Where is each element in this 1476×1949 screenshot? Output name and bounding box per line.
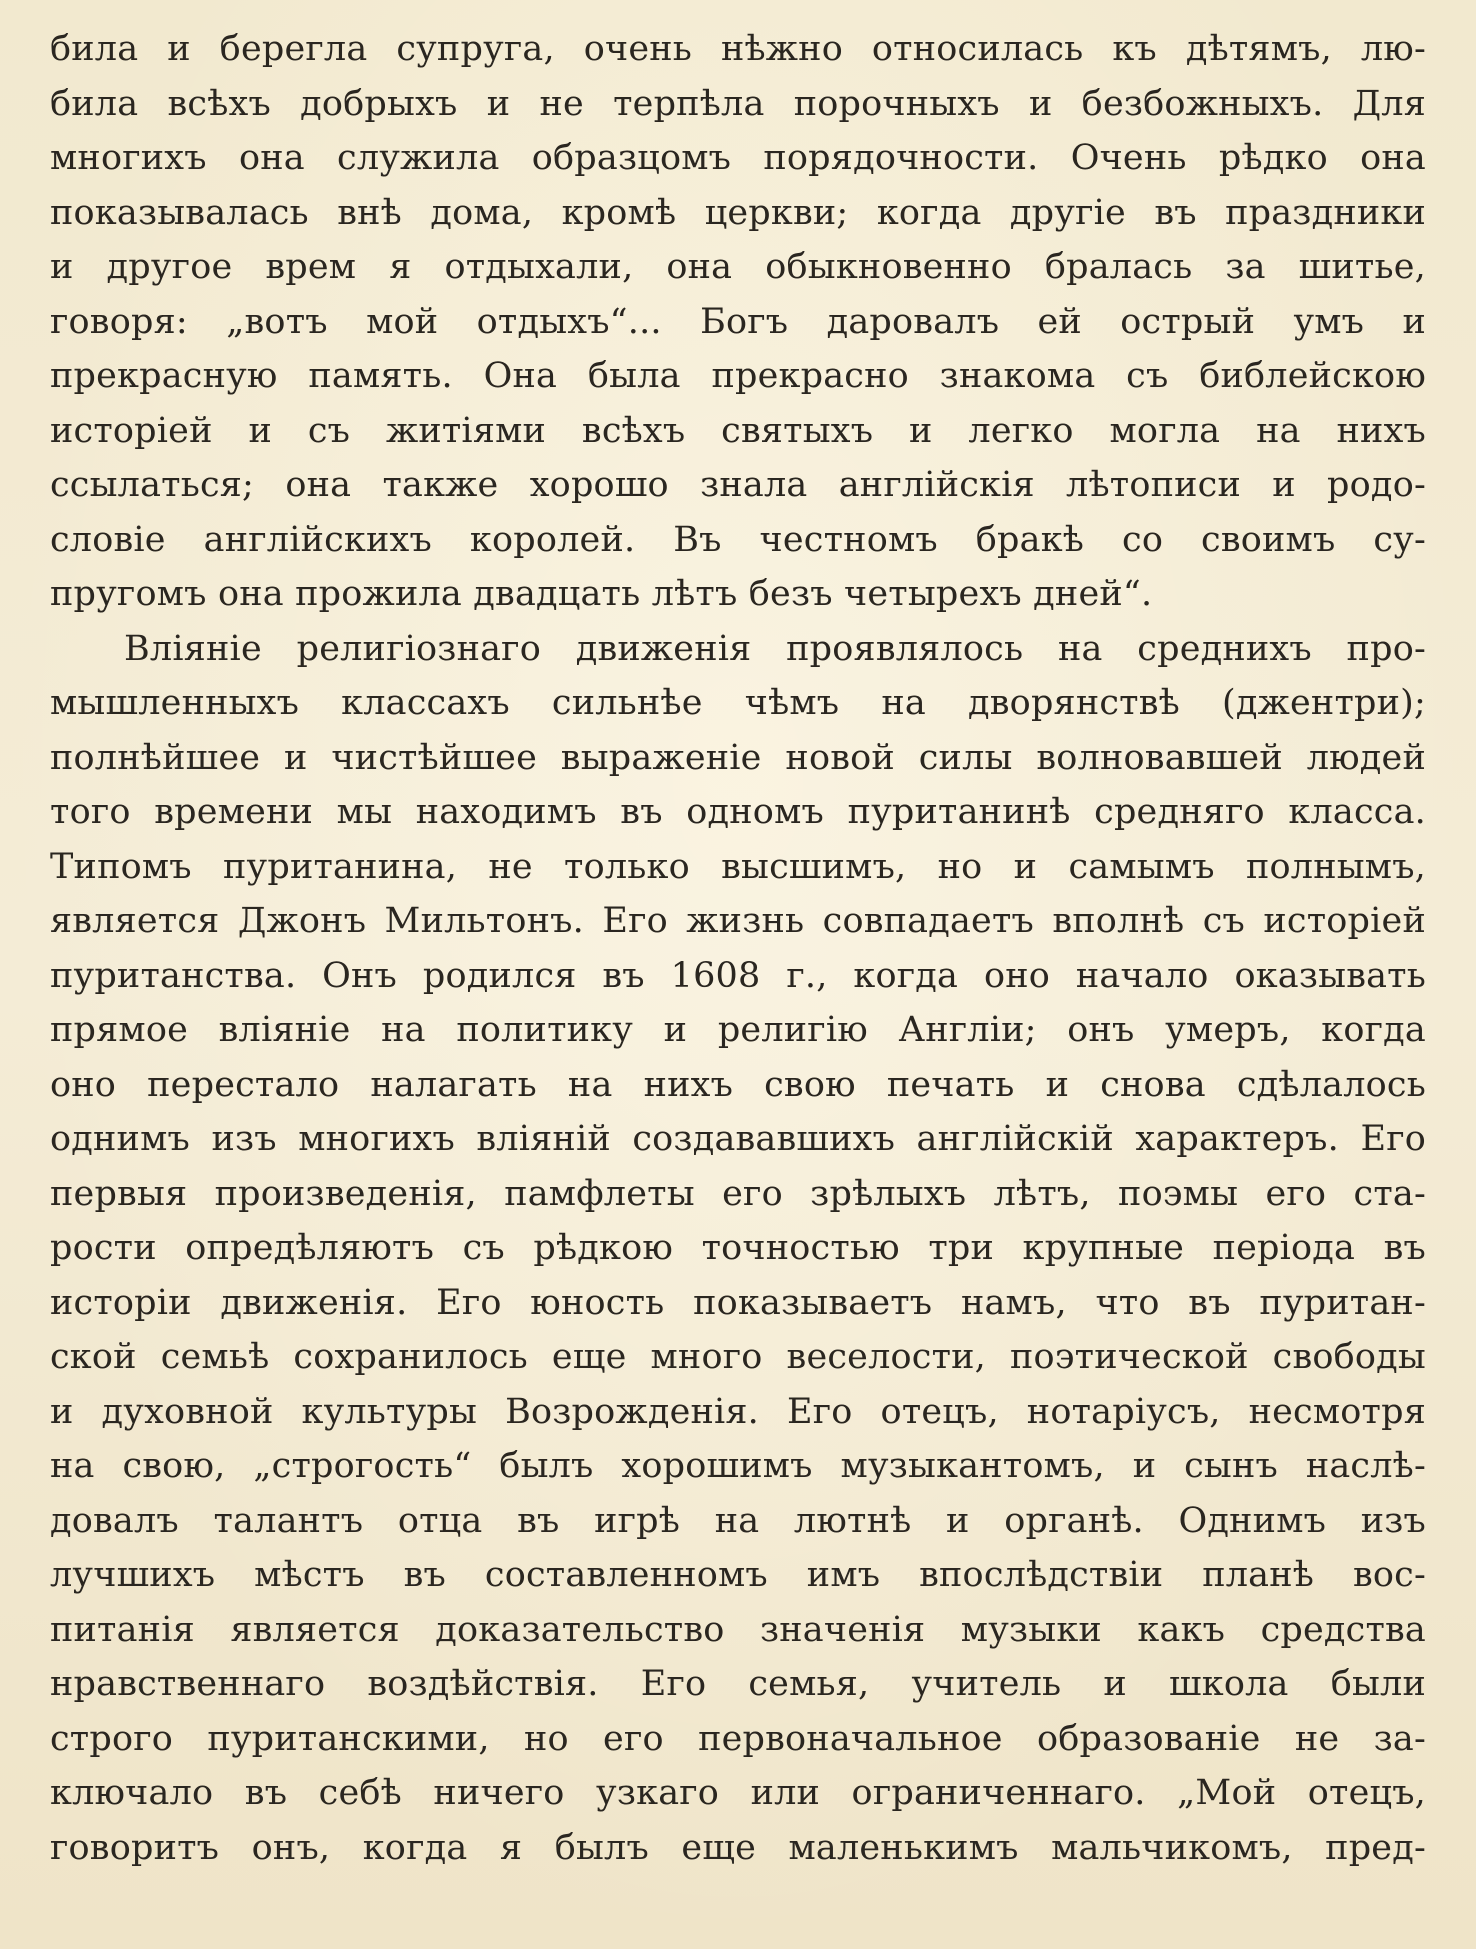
paragraph-end-line: пругомъ она прожила двадцать лѣтъ безъ четырехъ дней“.	[50, 574, 1153, 614]
text-line-26: и духовной культуры Возрожденія. Его отецъ, нотаріусъ, несмотря	[50, 1391, 1426, 1432]
text-line-8: исторіей и съ житіями всѣхъ святыхъ и легко могла на нихъ	[50, 410, 1426, 451]
text-line-10: словіе англійскихъ королей. Въ честномъ бракѣ со своимъ су-	[50, 519, 1426, 560]
text-line-16: Типомъ пуританина, не только высшимъ, но и самымъ полнымъ,	[50, 846, 1426, 887]
text-line-7: прекрасную память. Она была прекрасно знакома съ библейскою	[50, 356, 1426, 396]
text-line-1: била и берегла супруга, очень нѣжно относилась къ дѣтямъ, лю-	[50, 29, 1426, 69]
text-line-29: лучшихъ мѣстъ въ составленномъ имъ впослѣдствіи планѣ вос-	[50, 1555, 1426, 1595]
text-line-17: является Джонъ Мильтонъ. Его жизнь совпадаетъ вполнѣ съ исторіей	[50, 901, 1426, 941]
text-line-19: прямое вліяніе на политику и религію Англіи; онъ умеръ, когда	[50, 1010, 1426, 1050]
text-line-25: ской семьѣ сохранилось еще много веселости, поэтической свободы	[50, 1337, 1426, 1377]
text-line-32: строго пуританскими, но его первоначальное образованіе не за-	[50, 1718, 1426, 1759]
text-line-33: ключало въ себѣ ничего узкаго или ограниченнаго. „Мой отецъ,	[50, 1773, 1426, 1813]
text-line-3: многихъ она служила образцомъ порядочности. Очень рѣдко она	[50, 138, 1426, 178]
text-line-15: того времени мы находимъ въ одномъ пуританинѣ средняго класса.	[50, 792, 1426, 832]
text-line-13: мышленныхъ классахъ сильнѣе чѣмъ на дворянствѣ (джентри);	[50, 683, 1426, 723]
text-line-34: говоритъ онъ, когда я былъ еще маленькимъ мальчикомъ, пред-	[50, 1827, 1426, 1868]
text-line-14: полнѣйшее и чистѣйшее выраженіе новой силы волновавшей людей	[50, 737, 1426, 778]
text-line-22: первыя произведенія, памфлеты его зрѣлыхъ лѣтъ, поэмы его ста-	[50, 1173, 1426, 1214]
text-line-21: однимъ изъ многихъ вліяній создававшихъ англійскій характеръ. Его	[50, 1119, 1426, 1159]
text-line-27: на свою, „строгость“ былъ хорошимъ музыкантомъ, и сынъ наслѣ-	[50, 1446, 1426, 1486]
text-line-9: ссылаться; она также хорошо знала англійскія лѣтописи и родо-	[50, 465, 1426, 505]
text-line-28: довалъ талантъ отца въ игрѣ на лютнѣ и органѣ. Однимъ изъ	[50, 1500, 1426, 1541]
text-line-5: и другое врем я отдыхали, она обыкновенно бралась за шитье,	[50, 247, 1426, 287]
text-line-31: нравственнаго воздѣйствія. Его семья, учитель и школа были	[50, 1664, 1426, 1704]
text-line-6: говоря: „вотъ мой отдыхъ“... Богъ даровалъ ей острый умъ и	[50, 301, 1426, 342]
text-line-18: пуританства. Онъ родился въ 1608 г., когда оно начало оказывать	[50, 955, 1426, 996]
text-line-23: рости опредѣляютъ съ рѣдкою точностью три крупные періода въ	[50, 1228, 1426, 1268]
text-line-4: показывалась внѣ дома, кромѣ церкви; когда другіе въ праздники	[50, 192, 1426, 233]
paragraph-start-line: Вліяніе религіознаго движенія проявлялось на среднихъ про-	[124, 628, 1426, 669]
text-line-24: исторіи движенія. Его юность показываетъ намъ, что въ пуритан-	[50, 1282, 1426, 1323]
text-line-2: била всѣхъ добрыхъ и не терпѣла порочныхъ и безбожныхъ. Для	[50, 83, 1426, 124]
text-line-30: питанія является доказательство значенія музыки какъ средства	[50, 1609, 1426, 1650]
body-text	[50, 22, 1426, 1875]
text-line-20: оно перестало налагать на нихъ свою печать и снова сдѣлалось	[50, 1064, 1426, 1105]
